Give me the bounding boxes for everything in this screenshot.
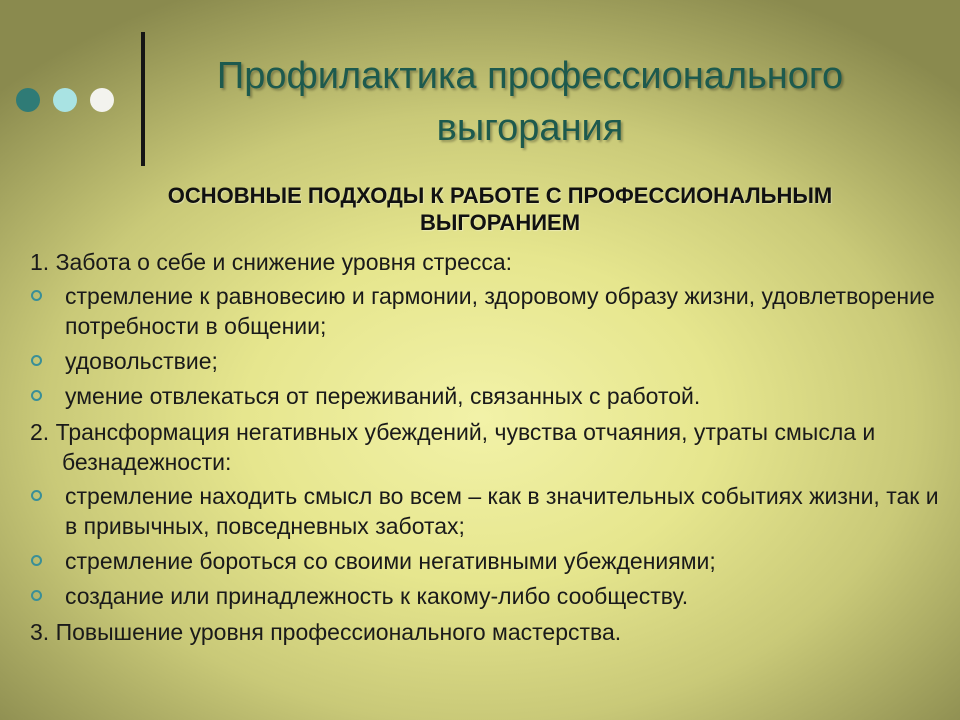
bullet-item: стремление к равновесию и гармонии, здоровому образу жизни, удовлетворение потребности в общении; [30, 281, 940, 341]
dot-dark-teal [16, 88, 40, 112]
slide-content [30, 247, 940, 651]
bullet-item: удовольствие; [30, 346, 940, 376]
section-heading-3: 3. Повышение уровня профессионального мастерства. [30, 619, 622, 645]
subtitle-line-1: ОСНОВНЫЕ ПОДХОДЫ К РАБОТЕ С ПРОФЕССИОНАЛЬНЫМ [167, 183, 833, 208]
bullet-item: стремление бороться со своими негативными убеждениями; [30, 546, 940, 576]
section-heading-2: 2. Трансформация негативных убеждений, чувства отчаяния, утраты смысла и безнадежности: [30, 419, 876, 475]
decorative-dots [16, 88, 114, 112]
bullet-item: создание или принадлежность к какому-либо сообществу. [30, 581, 940, 611]
slide-subtitle [70, 182, 930, 236]
title-line-2: выгорания [436, 107, 624, 149]
bullet-item: стремление находить смысл во всем – как в значительных событиях жизни, так и в привычных, повседневных заботах; [30, 481, 940, 541]
slide-title [150, 50, 910, 154]
dot-light-teal [53, 88, 77, 112]
dot-white [90, 88, 114, 112]
section-heading-1: 1. Забота о себе и снижение уровня стресса: [30, 249, 513, 275]
subtitle-line-2: ВЫГОРАНИЕМ [419, 210, 581, 235]
title-divider-line [141, 32, 145, 166]
title-line-1: Профилактика профессионального [216, 55, 844, 97]
bullet-item: умение отвлекаться от переживаний, связанных с работой. [30, 381, 940, 411]
